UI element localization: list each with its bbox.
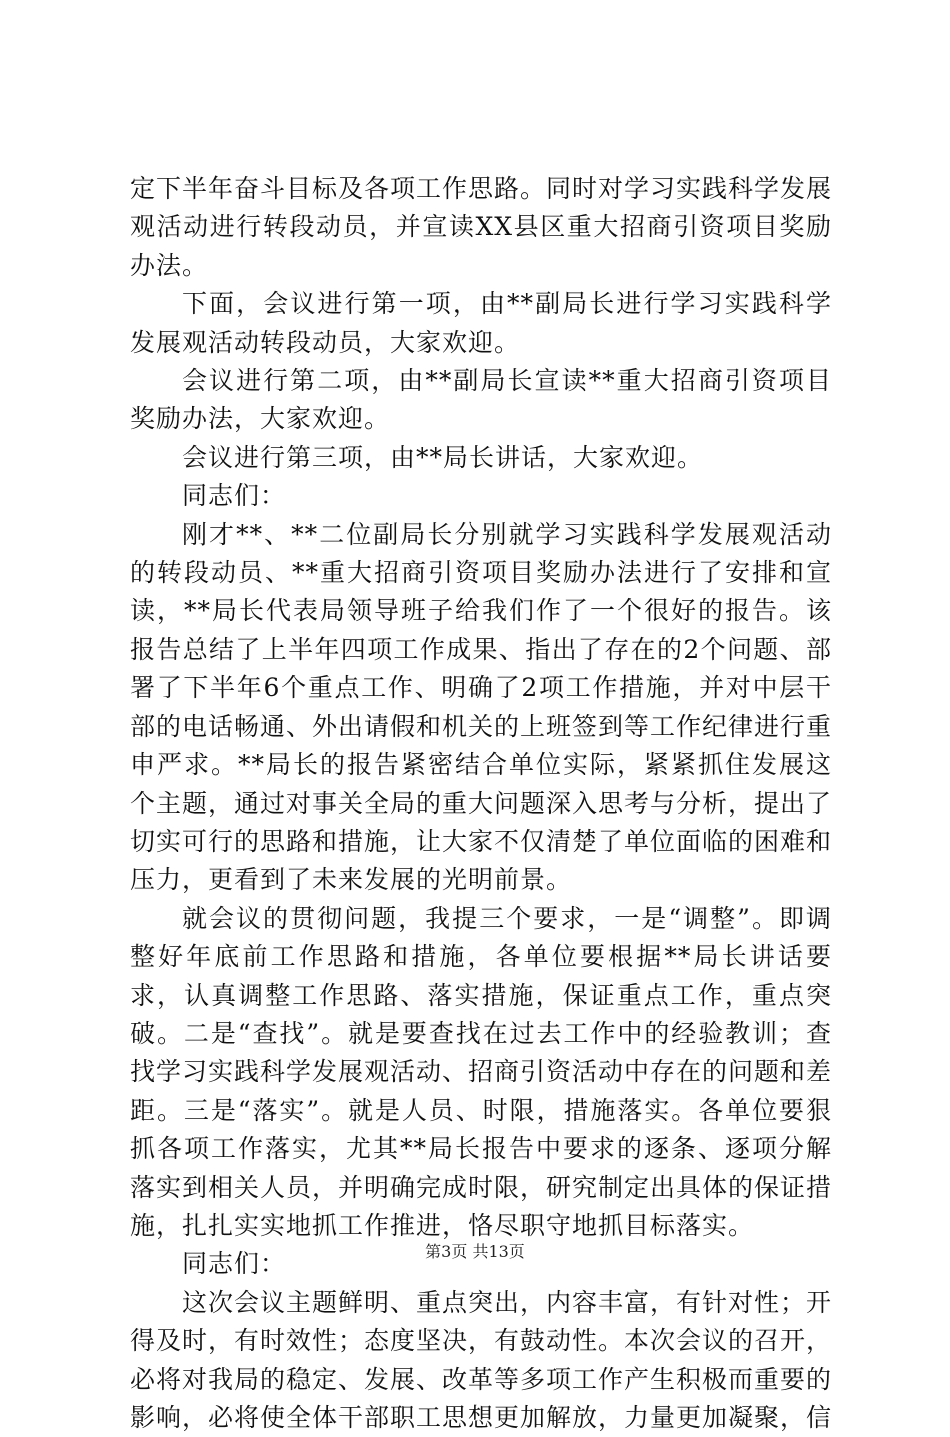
salutation-second: 同志们： bbox=[182, 1249, 287, 1279]
paragraph-requirements: 就会议的贯彻问题，我提三个要求，一是“调整”。即调整好年底前工作思路和措施，各单位要根据**局长讲话要求，认真调整工作思路、落实措施，保证重点工作，重点突破。二是“查找”。就是要查找在过去工作中的经验教训；查找学习实践科学发展观活动、招商引资活动中存在的问题和差距。三是“落实”。就是人员、时限，措施落实。各单位要狠抓各项工作落实，尤其**局长报告中要求的逐条、逐项分解落实到相关人员，并明确完成时限，研究制定出具体的保证措施，扎扎实实地抓工作推进，恪尽职守地抓目标落实。 bbox=[130, 903, 833, 1240]
paragraph-continuation: 定下半年奋斗目标及各项工作思路。同时对学习实践科学发展观活动进行转段动员，并宣读XX县区重大招商引资项目奖励办法。 bbox=[130, 174, 833, 280]
paragraph-item-two: 会议进行第二项，由**副局长宣读**重大招商引资项目奖励办法，大家欢迎。 bbox=[130, 366, 832, 434]
paragraph-item-three: 会议进行第三项，由**局长讲话，大家欢迎。 bbox=[182, 442, 704, 472]
paragraph-item-one: 下面，会议进行第一项，由**副局长进行学习实践科学发展观活动转段动员，大家欢迎。 bbox=[130, 289, 832, 357]
salutation: 同志们： bbox=[182, 481, 287, 511]
paragraph-conclusion: 这次会议主题鲜明、重点突出，内容丰富，有针对性；开得及时，有时效性；态度坚决，有鼓动性。本次会议的召开，必将对我局的稳定、发展、改革等多项工作产生积极而重要的影响，必将使全体干部职工思想更加解放，力量更加凝聚，信 bbox=[130, 1287, 833, 1432]
paragraph-report-summary: 刚才**、**二位副局长分别就学习实践科学发展观活动的转段动员、**重大招商引资项目奖励办法进行了安排和宣读，**局长代表局领导班子给我们作了一个很好的报告。该报告总结了上半年四项工作成果、指出了存在的2个问题、部署了下半年6个重点工作、明确了2项工作措施，并对中层干部的电话畅通、外出请假和机关的上班签到等工作纪律进行重申严求。**局长的报告紧密结合单位实际，紧紧抓住发展这个主题，通过对事关全局的重大问题深入思考与分析，提出了切实可行的思路和措施，让大家不仅清楚了单位面临的困难和压力，更看到了未来发展的光明前景。 bbox=[130, 519, 833, 895]
page-number-footer: 第3页 共13页 bbox=[425, 1242, 525, 1261]
